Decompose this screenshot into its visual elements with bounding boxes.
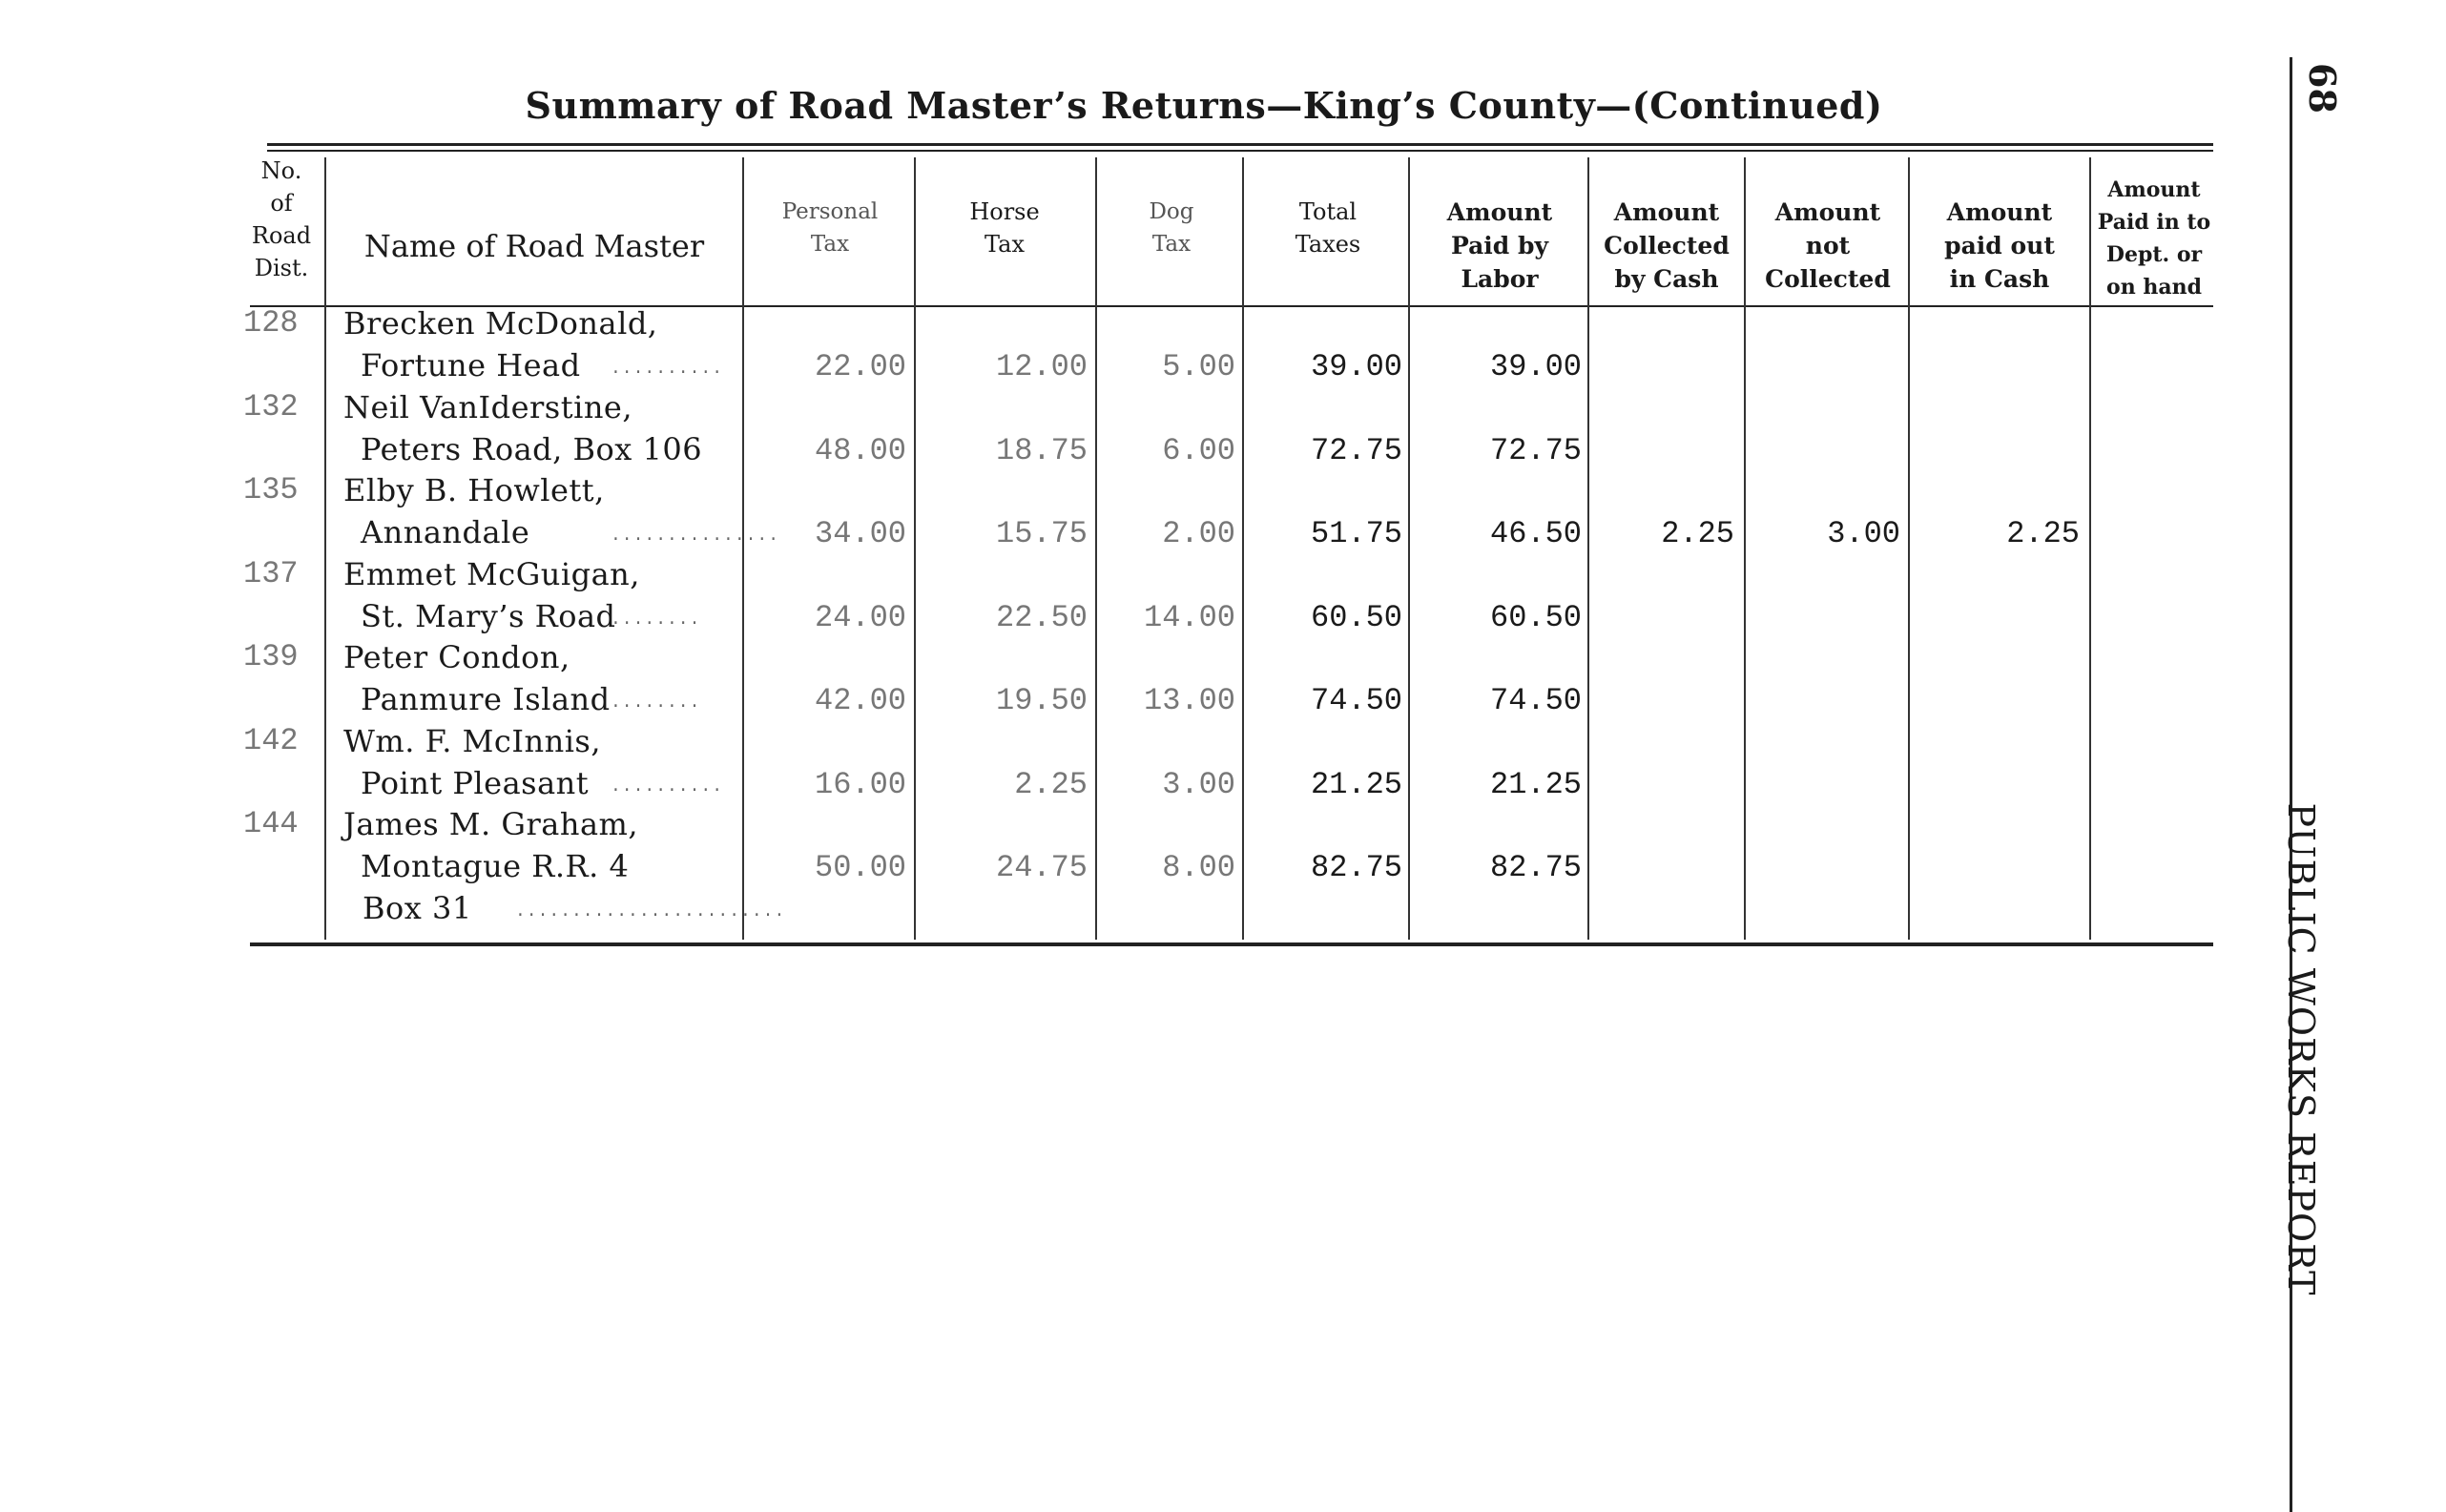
cell-total: 82.75 [1310,850,1402,885]
header-paid-in-dept: Amount Paid in to Dept. or on hand [2097,177,2211,300]
header-paid-by-labor: Amount Paid by Labor [1446,198,1553,293]
col-divider-labor [1587,157,1589,940]
header-name: Name of Road Master [363,228,705,264]
cell-horse: 22.50 [995,599,1088,635]
road-master-name: Peter Condon, [343,639,570,675]
col-divider-dog [1242,157,1244,940]
road-master-address: Panmure Island [361,681,611,717]
cell-total: 51.75 [1310,516,1402,551]
road-master-address: St. Mary’s Road [361,597,616,634]
road-dist-number: 139 [243,639,299,674]
cell-collected: 2.25 [1661,516,1734,551]
col-divider-not-collected [1908,157,1910,940]
header-paid-out-in-cash: Amount paid out in Cash [1944,198,2055,293]
road-master-name: Brecken McDonald, [343,305,658,342]
header-collected-by-cash: Amount Collected by Cash [1604,198,1730,293]
cell-total: 39.00 [1310,349,1402,384]
cell-horse: 19.50 [995,683,1088,718]
road-master-address: Montague R.R. 4 [361,848,630,884]
cell-dog: 6.00 [1162,432,1235,468]
road-master-address: Fortune Head [361,347,581,383]
col-divider-dist [324,157,326,940]
leader-dots: ........................ [515,902,786,922]
cell-not-collected: 3.00 [1827,516,1900,551]
cell-personal: 22.00 [814,349,906,384]
cell-total: 21.25 [1310,766,1402,802]
cell-horse: 2.25 [1014,766,1088,802]
leader-dots: ........ [611,694,701,713]
cell-dog: 5.00 [1162,349,1235,384]
header-not-collected: Amount not Collected [1765,198,1891,293]
cell-personal: 34.00 [814,516,906,551]
leader-dots: .......... [611,777,724,797]
cell-personal: 48.00 [814,432,906,468]
cell-dog: 13.00 [1143,683,1235,718]
cell-horse: 18.75 [995,432,1088,468]
cell-total: 60.50 [1310,599,1402,635]
cell-dog: 14.00 [1143,599,1235,635]
running-head: PUBLIC WORKS REPORT [2280,802,2322,1296]
cell-personal: 50.00 [814,850,906,885]
col-divider-total [1408,157,1410,940]
page-number: 68 [2300,63,2344,114]
leader-dots: ........ [611,610,701,630]
col-divider-horse [1095,157,1097,940]
cell-labor: 39.00 [1489,349,1582,384]
leader-dots: .......... [611,360,724,379]
page-title: Summary of Road Master’s Returns—King’s County—(Continued) [525,84,1883,127]
cell-dog: 2.00 [1162,516,1235,551]
road-master-address-2: Box 31 [363,890,472,926]
road-dist-number: 128 [243,305,299,341]
road-dist-number: 137 [243,555,299,591]
cell-personal: 16.00 [814,766,906,802]
cell-labor: 74.50 [1489,683,1582,718]
road-master-name: Elby B. Howlett, [343,472,605,508]
leader-dots: ............... [611,527,780,546]
header-horse-tax: Horse Tax [969,198,1040,258]
header-dist: No. of Road Dist. [251,157,312,281]
table-top-rule-2 [267,150,2213,152]
road-master-name: Neil VanIderstine, [343,388,633,425]
road-dist-number: 142 [243,722,299,758]
col-divider-personal [914,157,916,940]
cell-horse: 12.00 [995,349,1088,384]
cell-horse: 24.75 [995,850,1088,885]
header-total-taxes: Total Taxes [1295,198,1361,258]
road-dist-number: 144 [243,806,299,841]
road-dist-number: 135 [243,472,299,507]
cell-dog: 3.00 [1162,766,1235,802]
cell-labor: 60.50 [1489,599,1582,635]
cell-total: 72.75 [1310,432,1402,468]
road-master-address: Point Pleasant [361,764,590,801]
cell-labor: 21.25 [1489,766,1582,802]
cell-dog: 8.00 [1162,850,1235,885]
header-dog-tax: Dog Tax [1149,199,1194,257]
header-personal-tax: Personal Tax [781,199,879,257]
cell-labor: 46.50 [1489,516,1582,551]
cell-personal: 42.00 [814,683,906,718]
cell-total: 74.50 [1310,683,1402,718]
road-master-name: Emmet McGuigan, [343,555,640,592]
cell-labor: 82.75 [1489,850,1582,885]
road-dist-number: 132 [243,388,299,425]
table-bottom-rule [250,942,2213,946]
road-master-name: James M. Graham, [343,806,639,842]
cell-paid-out: 2.25 [2006,516,2080,551]
table-top-rule [267,143,2213,146]
cell-personal: 24.00 [814,599,906,635]
road-master-name: Wm. F. McInnis, [343,722,602,759]
col-divider-collected [1744,157,1746,940]
road-master-address: Annandale [361,514,530,550]
col-divider-paid-out [2089,157,2091,940]
cell-labor: 72.75 [1489,432,1582,468]
road-master-address: Peters Road, Box 106 [361,430,703,467]
cell-horse: 15.75 [995,516,1088,551]
